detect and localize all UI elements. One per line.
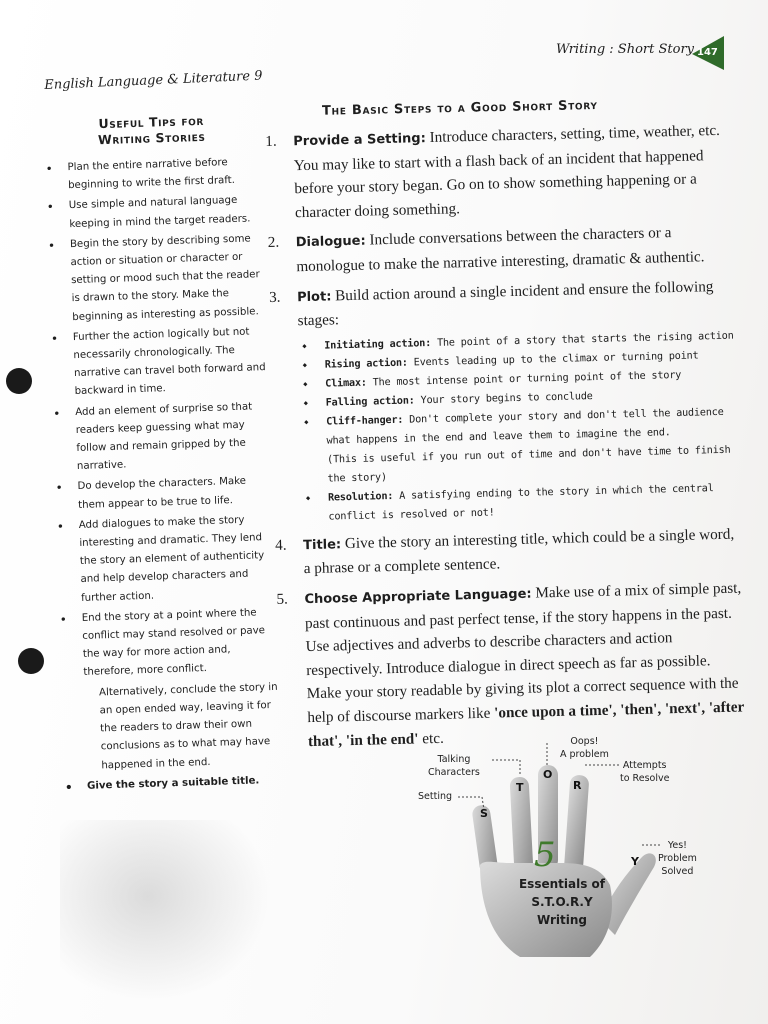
punch-hole	[6, 368, 32, 394]
label-oops-problem: Oops! A problem	[560, 736, 609, 760]
step-title	[275, 522, 741, 582]
tips-heading-line1: Useful Tips for	[98, 112, 205, 132]
step-plot	[269, 274, 740, 527]
stage-term: Climax:	[325, 377, 367, 390]
punch-hole	[18, 648, 44, 674]
stage-term: Rising action:	[324, 357, 408, 371]
running-head-book-title: English Language & Literature 9	[44, 68, 263, 93]
step-label: Title:	[302, 537, 342, 553]
step-setting	[265, 119, 732, 226]
step-dialogue	[267, 220, 733, 280]
letter-o: O	[543, 768, 553, 781]
stage-desc: The most intense point or turning point of the story	[366, 369, 682, 389]
tip-item: • Add an element of surprise so that readers keep guessing what may follow and remain gripped by the narrative.	[49, 398, 273, 478]
plot-stages-list	[298, 326, 740, 527]
running-head-chapter: Writing : Short Story	[555, 42, 694, 57]
step-number: 4.	[274, 536, 287, 554]
caption-line3: Writing	[536, 913, 588, 927]
step-label: Dialogue:	[295, 233, 366, 251]
stage-term: Resolution:	[327, 490, 394, 504]
tip-item: • Do develop the characters. Make them appear to be true to life.	[51, 472, 274, 515]
step-language	[276, 576, 745, 753]
stage-desc: Events leading up to the climax or turning point	[407, 350, 699, 369]
letter-r: R	[573, 779, 582, 792]
step-text: Give the story an interesting title, which could be a single word, a phrase or a complete sentence.	[303, 525, 735, 578]
tip-item-last: • Give the story a suitable title.	[61, 771, 283, 796]
useful-tips-section	[40, 111, 283, 799]
caption-line1: Essentials of	[518, 877, 605, 891]
tip-item: • Further the action logically but not necessarily chronologically. The narrative can travel both forward and backward in time.	[47, 323, 271, 403]
letter-y: Y	[631, 855, 639, 868]
stage-term: Cliff-hanger:	[326, 414, 404, 428]
hand-caption	[502, 875, 622, 929]
step-text: Build action around a single incident and ensure the following stages:	[297, 277, 714, 330]
step-label: Provide a Setting:	[293, 131, 427, 150]
label-setting: Setting	[418, 791, 453, 802]
letter-s: S	[480, 807, 488, 820]
stage-desc: A satisfying ending to the story in which the central conflict is resolved or not!	[328, 482, 714, 523]
stage-note: (This is useful if you run out of time and don't have time to finish the story)	[326, 444, 731, 485]
steps-list	[265, 119, 745, 760]
label-talking-characters: Talking Characters	[428, 754, 480, 778]
step-label: Choose Appropriate Language:	[304, 586, 532, 608]
stage-desc: The point of a story that starts the rising action	[430, 330, 734, 349]
tip-item: • Add dialogues to make the story interesting and dramatic. They lend the story an element of authenticity and help develop characters and further action.	[53, 511, 278, 609]
letter-t: T	[516, 781, 524, 794]
tip-item: • Begin the story by describing some action or situation or character or setting or mood such that the reader is drawn to the story. Make the beginning as interesting as possible.	[44, 230, 269, 328]
tip-item: • Use simple and natural language keeping in mind the target readers.	[43, 191, 266, 234]
tip-item: • Plan the entire narrative before beginning to write the first draft.	[41, 153, 264, 196]
step-label: Plot:	[296, 288, 332, 305]
step-number: 5.	[276, 590, 289, 608]
tip-alternative-note: Alternatively, conclude the story in an open ended way, leaving it for the readers to draw their own conclusions as to what may have happened in the end.	[98, 681, 278, 771]
label-problem-solved: Yes! Problem Solved	[658, 840, 697, 877]
step-text-tail: etc.	[418, 729, 444, 747]
stage-term: Falling action:	[325, 395, 415, 409]
tips-heading-line2: Writing Stories	[97, 128, 206, 148]
stage-term: Initiating action:	[324, 337, 432, 352]
discourse-markers: 'once upon a time', 'then', 'next', 'after that', 'in the end'	[307, 698, 745, 750]
step-number: 3.	[268, 288, 281, 306]
tips-list	[41, 153, 283, 797]
story-hand-diagram	[410, 735, 710, 965]
stage-desc: Don't complete your story and don't tell the audience what happens in the end and leave them to imagine the end.	[326, 406, 724, 447]
shadow-smudge	[60, 820, 280, 1010]
label-attempts-resolve: Attempts to Resolve	[620, 760, 670, 784]
step-number: 2.	[267, 234, 280, 252]
stage-desc: Your story begins to conclude	[414, 390, 593, 407]
tips-heading	[40, 111, 263, 150]
five-numeral: 5	[534, 835, 556, 875]
step-text: Include conversations between the characters or a monologue to make the narrative interesting, dramatic & authentic.	[296, 224, 705, 276]
steps-heading: The Basic Steps to a Good Short Story	[321, 97, 598, 119]
page-number-badge	[690, 36, 724, 70]
caption-line2: S.T.O.R.Y	[531, 895, 593, 909]
step-text: Make use of a mix of simple past, past continuous and past perfect tense, if the story happens in the past. Use adjectives and adverbs to describe characters and action respectively. Introduce dialogue in direct speech as far as possible. Make your story readable by giving its plot a correct sequence with the help of discourse markers like	[304, 579, 742, 727]
step-number: 1.	[265, 132, 277, 150]
page-number: 147	[697, 47, 718, 58]
tip-item: • End the story at a point where the conflict may stand resolved or pave the way for more action and, therefore, more conflict.	[55, 604, 279, 684]
step-text: Introduce characters, setting, time, weather, etc. You may like to start with a flash back of an incident that happened before your story began. Go on to show something happening or a character doing something.	[293, 121, 721, 222]
